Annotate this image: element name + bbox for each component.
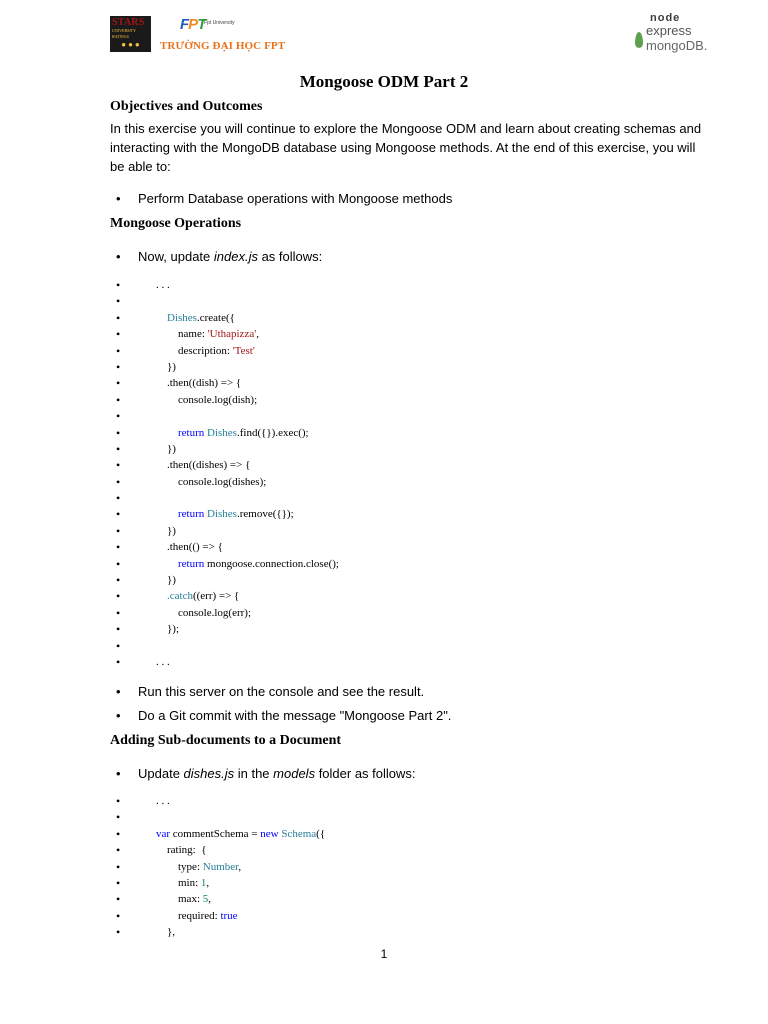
code-line	[110, 475, 710, 491]
code-line	[110, 639, 710, 655]
stars-logo-sub: UNIVERSITY RATINGS	[112, 28, 136, 39]
bullet: •	[116, 859, 121, 874]
bullet: •	[116, 589, 121, 604]
code-text: return Dishes.find({}).exec();	[178, 426, 309, 439]
bullet: •	[116, 540, 121, 555]
bullet: •	[116, 310, 121, 325]
code-line	[110, 393, 710, 409]
code-line	[110, 278, 710, 294]
code-text: return mongoose.connection.close();	[178, 557, 339, 570]
bullet: •	[116, 622, 121, 637]
objectives-text: In this exercise you will continue to explore the Mongoose ODM and learn about creating schemas and interacting with the MongoDB database using Mongoose methods. At the end of this exercise, you will be able to:	[110, 121, 702, 174]
code-text: })	[156, 574, 176, 587]
bullet: •	[116, 507, 121, 522]
code-line	[110, 892, 710, 908]
code-text: console.log(dish);	[156, 393, 258, 406]
bullet: •	[116, 925, 121, 940]
bullet: •	[116, 294, 121, 309]
file-name: index.js	[213, 249, 258, 264]
bullet: •	[116, 875, 121, 890]
page-number: 1	[380, 947, 388, 961]
code-block-index-js	[110, 278, 710, 671]
bullet: •	[116, 573, 121, 588]
code-text: Dishes.create({	[167, 311, 235, 324]
code-text: })	[156, 360, 176, 373]
code-line	[110, 827, 710, 843]
objectives-bullet: Perform Database operations with Mongoose methods	[138, 191, 453, 206]
code-text: },	[156, 926, 176, 939]
bullet: •	[116, 684, 121, 699]
code-text: type: Number,	[156, 860, 242, 873]
update-dishes-instruction: Update dishes.js in the models folder as follows:	[138, 766, 416, 781]
bullet: •	[116, 843, 121, 858]
code-line	[110, 294, 710, 310]
code-line	[110, 573, 710, 589]
update-index-instruction: Now, update index.js as follows:	[138, 249, 323, 264]
bullet: •	[116, 892, 121, 907]
code-line	[110, 606, 710, 622]
code-line	[110, 376, 710, 392]
subdocs-heading: Adding Sub-documents to a Document	[110, 733, 342, 748]
bullet: •	[116, 343, 121, 358]
code-line	[110, 311, 710, 327]
code-line	[110, 843, 710, 859]
code-line	[110, 810, 710, 826]
code-line	[110, 540, 710, 556]
code-text: .then(() => {	[156, 541, 223, 554]
code-line	[110, 655, 710, 671]
code-text: description: 'Test'	[156, 344, 255, 357]
bullet: •	[116, 523, 121, 538]
code-line	[110, 909, 710, 925]
code-line	[110, 507, 710, 523]
code-text: max: 5,	[156, 893, 211, 906]
bullet: •	[116, 491, 121, 506]
code-line	[110, 426, 710, 442]
code-line	[110, 344, 710, 360]
bullet: •	[116, 474, 121, 489]
bullet: •	[116, 908, 121, 923]
bullet: •	[116, 441, 121, 456]
stars-logo	[110, 16, 151, 52]
bullet: •	[116, 359, 121, 374]
header	[110, 14, 710, 58]
code-line	[110, 524, 710, 540]
code-line	[110, 409, 710, 425]
file-name: dishes.js	[183, 766, 235, 781]
code-line	[110, 557, 710, 573]
code-text: required: true	[156, 909, 238, 922]
code-block-dishes-js	[110, 794, 710, 942]
code-text: })	[156, 442, 176, 455]
code-line	[110, 925, 710, 941]
bullet: •	[116, 826, 121, 841]
bullet: •	[116, 191, 121, 206]
bullet: •	[116, 556, 121, 571]
bullet: •	[116, 458, 121, 473]
fpt-mark: FPT	[180, 16, 206, 33]
code-text: console.log(err);	[156, 606, 251, 619]
code-text: return Dishes.remove({});	[178, 508, 294, 521]
bullet: •	[116, 327, 121, 342]
bullet: •	[116, 376, 121, 391]
code-text: })	[156, 524, 176, 537]
bullet: •	[116, 654, 121, 669]
code-text: name: 'Uthapizza',	[156, 328, 259, 341]
express-logo-text: express	[646, 23, 692, 38]
git-commit-bullet: Do a Git commit with the message "Mongoose Part 2".	[138, 708, 452, 723]
bullet: •	[116, 425, 121, 440]
mongodb-leaf-icon	[635, 32, 643, 48]
code-line	[110, 622, 710, 638]
bullet: •	[116, 766, 121, 781]
code-line	[110, 876, 710, 892]
mongodb-logo-text: mongoDB.	[646, 38, 708, 53]
code-text: });	[156, 623, 179, 636]
code-text: .then((dish) => {	[156, 377, 242, 390]
node-express-mongodb-logo	[632, 14, 710, 56]
code-line	[110, 491, 710, 507]
code-text: .then((dishes) => {	[156, 459, 251, 472]
bullet: •	[116, 638, 121, 653]
bullet: •	[116, 810, 121, 825]
code-line	[110, 327, 710, 343]
code-line	[110, 458, 710, 474]
code-text: var commentSchema = new Schema({	[156, 827, 326, 840]
code-text: . . .	[156, 795, 170, 807]
bullet: •	[116, 249, 121, 264]
bullet: •	[116, 278, 121, 292]
folder-name: models	[273, 766, 316, 781]
fpt-university-logo	[160, 14, 320, 56]
run-server-bullet: Run this server on the console and see the result.	[138, 684, 425, 699]
page-title: Mongoose ODM Part 2	[299, 72, 469, 91]
bullet: •	[116, 392, 121, 407]
fpt-sub-label: Fpt University	[204, 20, 235, 26]
code-line	[110, 589, 710, 605]
code-text: min: 1,	[156, 876, 210, 889]
bullet: •	[116, 708, 121, 723]
code-line	[110, 442, 710, 458]
stars-logo-text: STARS	[112, 17, 145, 28]
code-line	[110, 360, 710, 376]
bullet: •	[116, 409, 121, 424]
fpt-name: TRƯỜNG ĐẠI HỌC FPT	[160, 40, 286, 52]
code-text: .catch((err) => {	[167, 590, 240, 603]
operations-heading: Mongoose Operations	[110, 216, 242, 231]
code-text: . . .	[156, 655, 170, 668]
bullet: •	[116, 605, 121, 620]
objectives-heading: Objectives and Outcomes	[110, 99, 263, 114]
code-text: rating: {	[156, 844, 207, 857]
stars-logo-dots: ● ● ●	[121, 40, 140, 49]
bullet: •	[116, 794, 121, 808]
code-line	[110, 794, 710, 810]
code-text: console.log(dishes);	[156, 475, 267, 488]
code-line	[110, 860, 710, 876]
node-logo-text: node	[650, 12, 681, 24]
code-text: . . .	[156, 279, 170, 291]
